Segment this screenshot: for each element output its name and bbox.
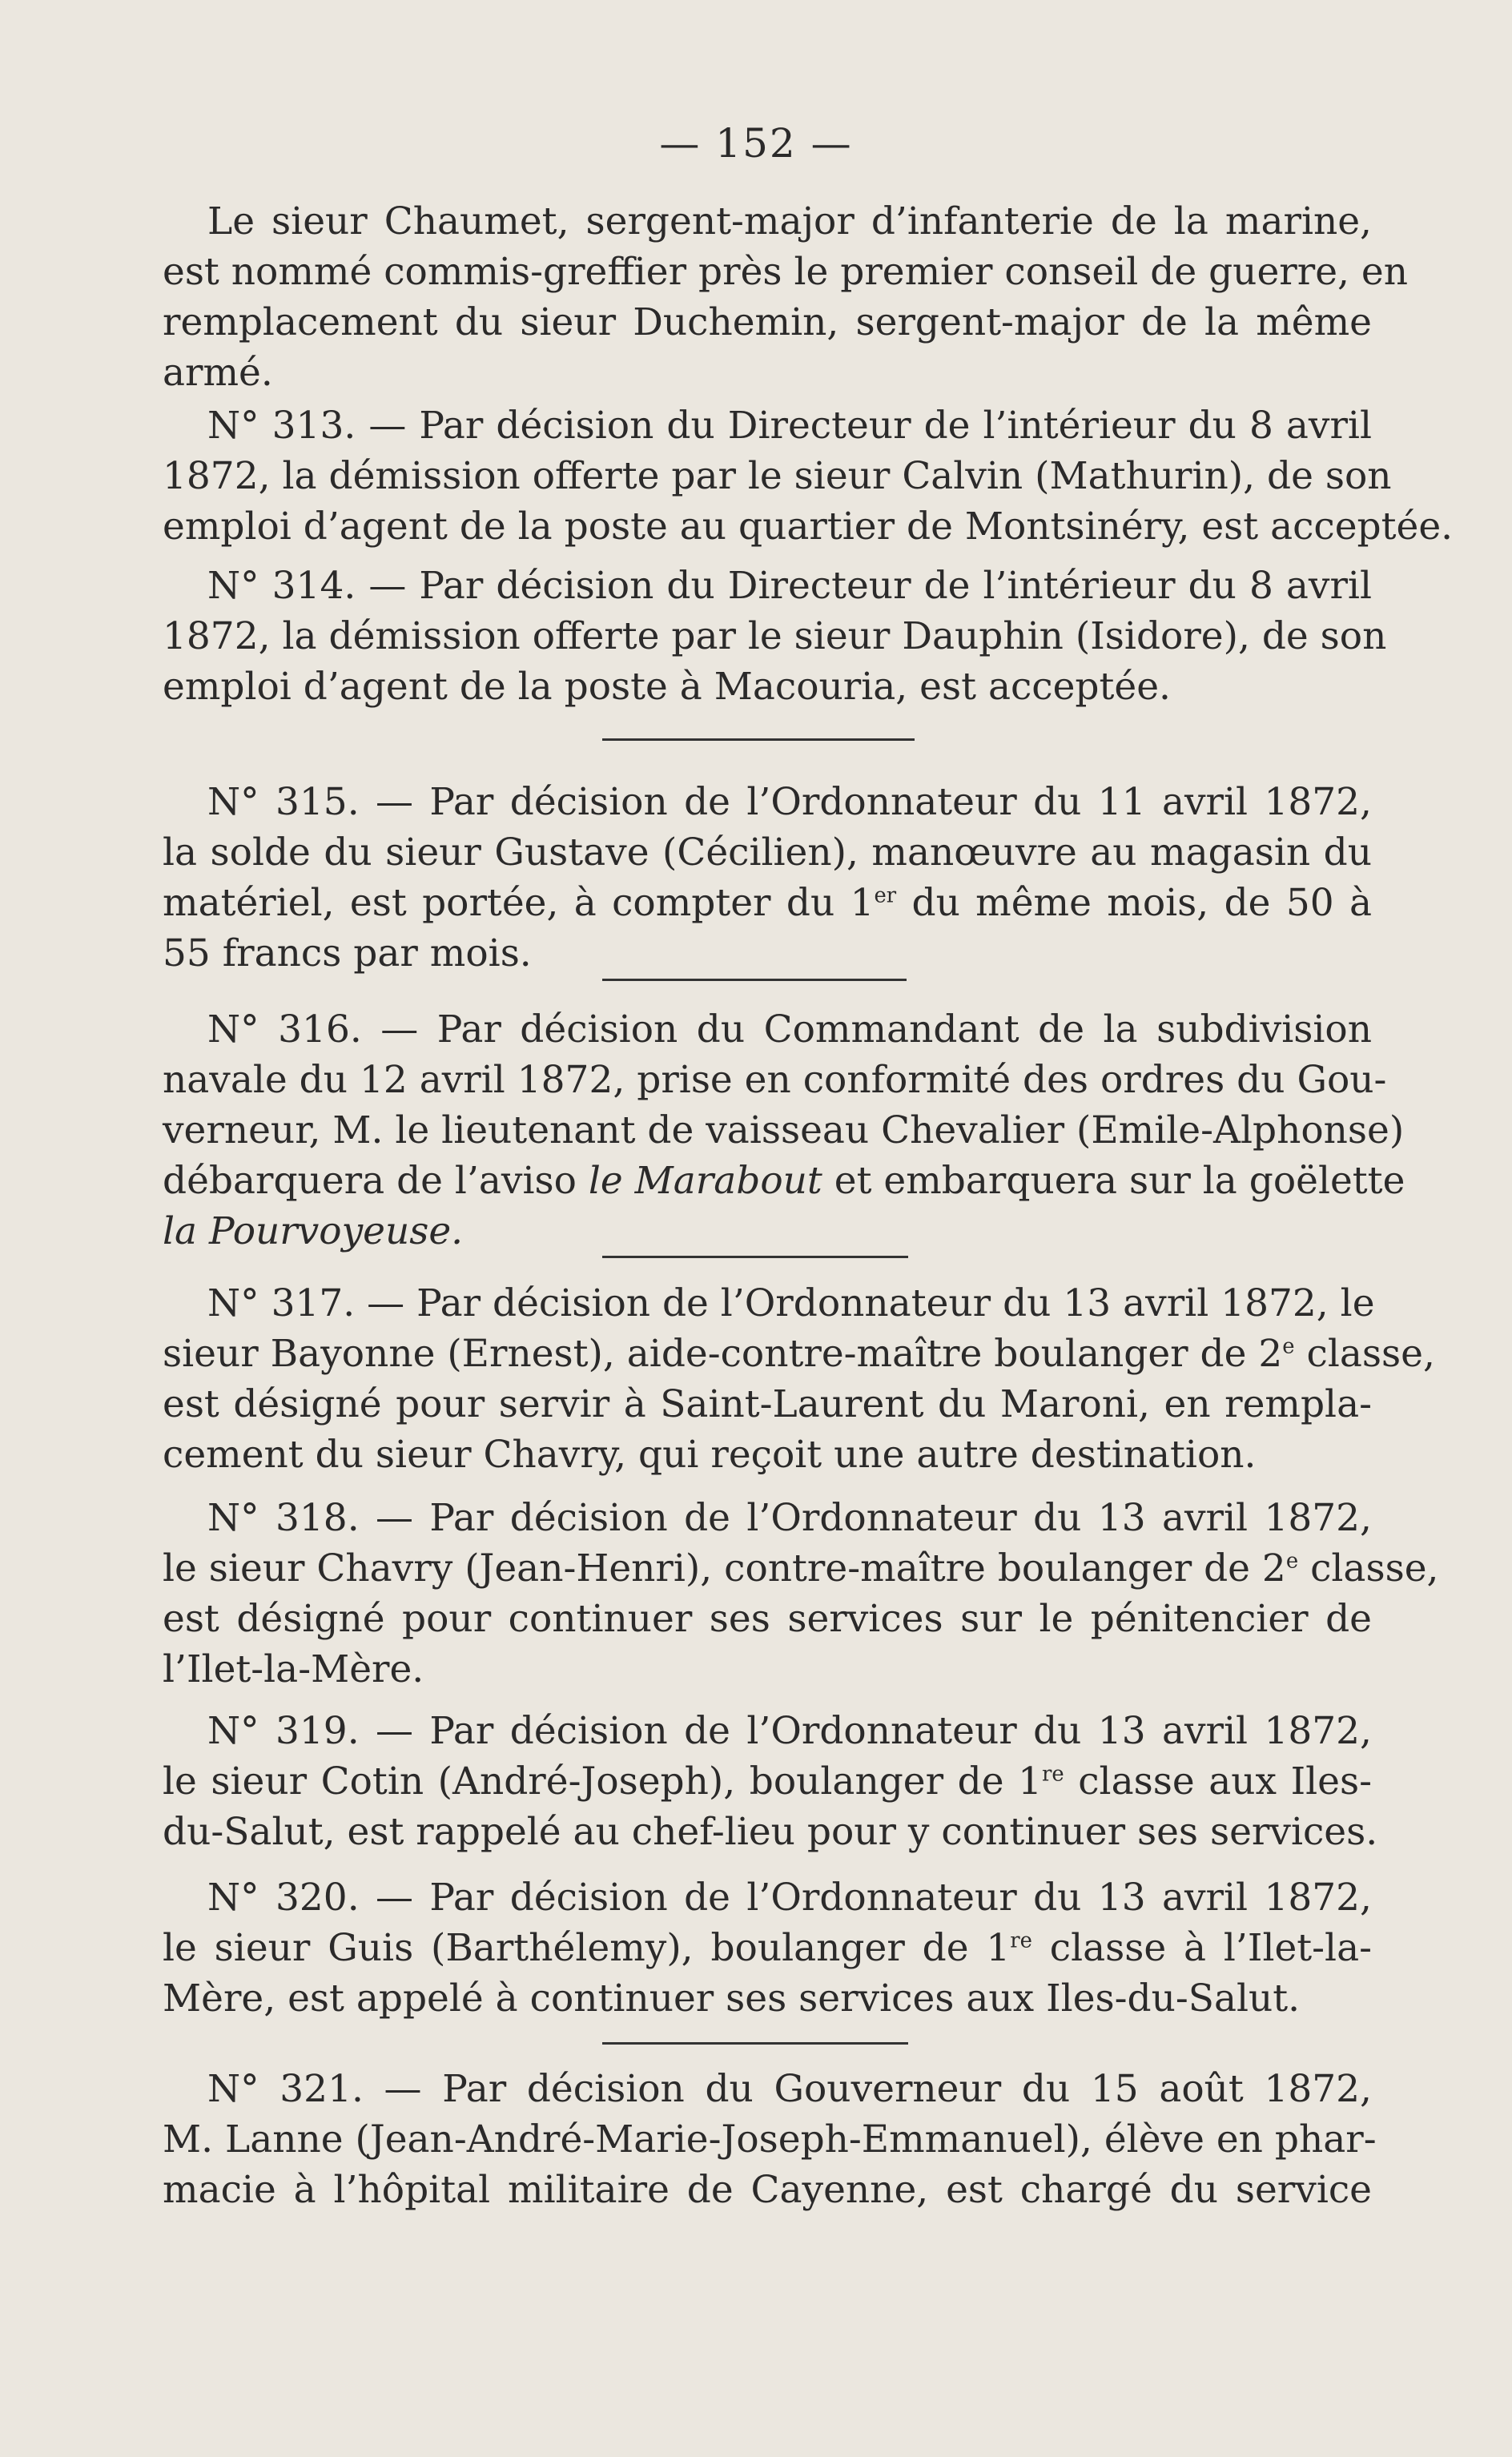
page-number: — 152 — (659, 120, 853, 167)
text-line: navale du 12 avril 1872, prise en conformité des ordres du Gou- (163, 1058, 1387, 1102)
paragraph-313 (163, 400, 1454, 552)
text-line: matériel, est portée, à compter du 1er du même mois, de 50 à (163, 881, 1372, 925)
paragraph-316 (163, 1004, 1405, 1257)
text-line: est nommé commis-greffier près le premier conseil de guerre, en (163, 250, 1408, 294)
paragraph-320 (163, 1872, 1372, 2024)
text-line: le sieur Chavry (Jean-Henri), contre-maître boulanger de 2e classe, (163, 1546, 1439, 1590)
text-line: N° 321. — Par décision du Gouverneur du 15 août 1872, (207, 2067, 1372, 2111)
paragraph-continuation (163, 196, 1408, 398)
text-line: sieur Bayonne (Ernest), aide-contre-maître boulanger de 2e classe, (163, 1332, 1435, 1376)
paragraph-319 (163, 1706, 1378, 1857)
text-line: emploi d’agent de la poste à Macouria, est acceptée. (163, 665, 1171, 709)
text-line: la solde du sieur Gustave (Cécilien), manœuvre au magasin du (163, 830, 1372, 875)
text-line: débarquera de l’aviso le Marabout et embarquera sur la goëlette (163, 1159, 1405, 1203)
text-line: 1872, la démission offerte par le sieur Calvin (Mathurin), de son (163, 454, 1392, 498)
paragraph-315 (163, 777, 1372, 979)
text-line: l’Ilet-la-Mère. (163, 1647, 424, 1691)
text-line: M. Lanne (Jean-André-Marie-Joseph-Emmanuel), élève en phar- (163, 2117, 1377, 2161)
paragraph-317 (163, 1278, 1435, 1480)
text-line: N° 315. — Par décision de l’Ordonnateur du 11 avril 1872, (207, 780, 1372, 824)
paragraph-314 (163, 561, 1387, 712)
text-line: N° 316. — Par décision du Commandant de la subdivision (207, 1007, 1372, 1052)
paragraph-321 (163, 2064, 1377, 2215)
paragraph-318 (163, 1493, 1439, 1695)
text-line: N° 314. — Par décision du Directeur de l’intérieur du 8 avril (207, 564, 1372, 608)
text-line: 55 francs par mois. (163, 931, 532, 975)
text-line: est désigné pour continuer ses services sur le pénitencier de (163, 1597, 1372, 1641)
text-line: le sieur Cotin (André-Joseph), boulanger de 1re classe aux Iles- (163, 1759, 1372, 1804)
text-line: est désigné pour servir à Saint-Laurent du Maroni, en rempla- (163, 1382, 1372, 1426)
text-line: N° 320. — Par décision de l’Ordonnateur du 13 avril 1872, (207, 1876, 1372, 1920)
text-line: N° 313. — Par décision du Directeur de l’intérieur du 8 avril (207, 404, 1372, 448)
text-line: emploi d’agent de la poste au quartier de Montsinéry, est acceptée. (163, 505, 1454, 549)
text-line: N° 319. — Par décision de l’Ordonnateur du 13 avril 1872, (207, 1709, 1372, 1753)
section-divider (602, 738, 915, 741)
text-line: le sieur Guis (Barthélemy), boulanger de 1re classe à l’Ilet-la- (163, 1926, 1372, 1970)
text-line: la Pourvoyeuse. (163, 1209, 464, 1253)
text-line: Le sieur Chaumet, sergent-major d’infanterie de la marine, (207, 199, 1372, 243)
text-line: remplacement du sieur Duchemin, sergent-major de la même (163, 300, 1372, 344)
text-line: verneur, M. le lieutenant de vaisseau Chevalier (Emile-Alphonse) (163, 1108, 1405, 1152)
text-line: armé. (163, 351, 273, 395)
section-divider (602, 979, 907, 981)
section-divider (602, 2042, 908, 2045)
text-line: macie à l’hôpital militaire de Cayenne, est chargé du service (163, 2168, 1372, 2212)
section-divider (602, 1256, 908, 1258)
text-line: Mère, est appelé à continuer ses services aux Iles-du-Salut. (163, 1976, 1301, 2021)
text-line: cement du sieur Chavry, qui reçoit une autre destination. (163, 1433, 1257, 1477)
text-line: N° 317. — Par décision de l’Ordonnateur du 13 avril 1872, le (207, 1281, 1375, 1325)
text-line: N° 318. — Par décision de l’Ordonnateur du 13 avril 1872, (207, 1496, 1372, 1540)
text-line: du-Salut, est rappelé au chef-lieu pour y continuer ses services. (163, 1810, 1378, 1854)
text-line: 1872, la démission offerte par le sieur Dauphin (Isidore), de son (163, 614, 1387, 658)
